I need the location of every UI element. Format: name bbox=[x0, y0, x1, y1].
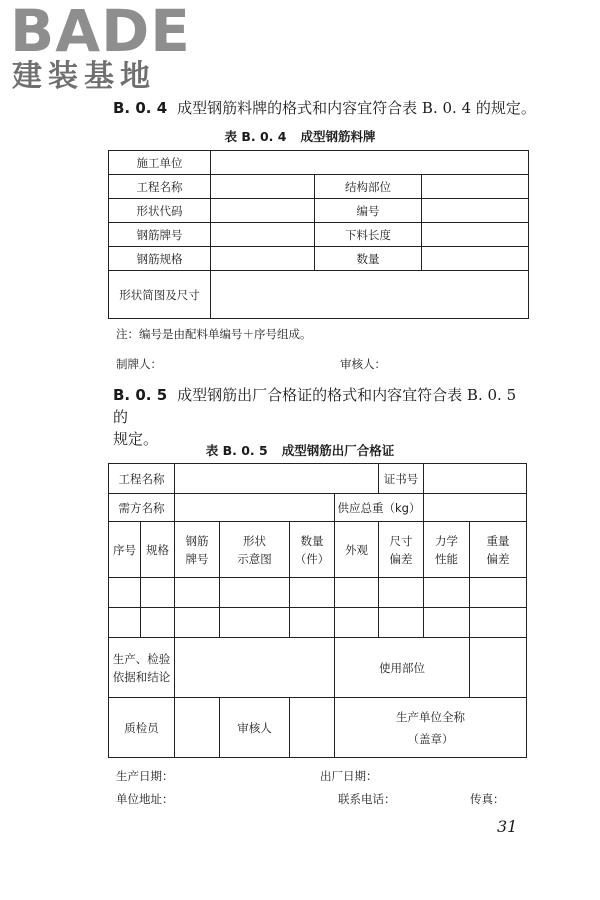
cell-blank bbox=[379, 608, 424, 638]
cell-blank bbox=[109, 578, 141, 608]
cell-structure-part: 结构部位 bbox=[315, 175, 422, 199]
table-b04-caption: 表 B. 0. 4 成型钢筋料牌 bbox=[224, 129, 376, 144]
fax-label: 传真： bbox=[470, 792, 505, 806]
cell-rebar-spec: 钢筋规格 bbox=[109, 247, 211, 271]
cell-blank bbox=[290, 578, 335, 608]
clause-b04 bbox=[113, 97, 536, 119]
header-qty: 数量 （件） bbox=[290, 522, 335, 578]
page-number: 31 bbox=[497, 817, 518, 836]
header-size-deviation: 尺寸 偏差 bbox=[379, 522, 424, 578]
reviewer-label: 审核人： bbox=[340, 357, 386, 371]
table-b05 bbox=[108, 463, 527, 758]
cell-blank bbox=[211, 199, 315, 223]
table-b05-caption: 表 B. 0. 5 成型钢筋出厂合格证 bbox=[205, 443, 395, 458]
table-b04 bbox=[108, 150, 529, 319]
cell-blank bbox=[141, 608, 175, 638]
cell-total-weight: 供应总重（kg） bbox=[335, 494, 424, 522]
cell-blank bbox=[211, 175, 315, 199]
cell-quantity: 数量 bbox=[315, 247, 422, 271]
cell-shape-code: 形状代码 bbox=[109, 199, 211, 223]
cell-blank bbox=[335, 578, 379, 608]
cell-blank bbox=[422, 199, 529, 223]
cell-blank bbox=[470, 608, 527, 638]
cell-blank bbox=[211, 151, 529, 175]
clause-text-line1: 成型钢筋出厂合格证的格式和内容宜符合表 B. 0. 5 的 bbox=[113, 386, 517, 426]
cell-rebar-grade: 钢筋牌号 bbox=[109, 223, 211, 247]
cell-construction-unit: 施工单位 bbox=[109, 151, 211, 175]
cell-blank bbox=[109, 608, 141, 638]
cell-blank bbox=[470, 638, 527, 698]
cell-blank bbox=[211, 271, 529, 319]
address-label: 单位地址： bbox=[116, 792, 174, 806]
bade-logo-chinese: 建装基地 bbox=[12, 59, 156, 94]
cell-blank bbox=[422, 175, 529, 199]
cell-reviewer: 审核人 bbox=[220, 698, 290, 758]
cell-blank bbox=[422, 247, 529, 271]
cell-blank bbox=[422, 223, 529, 247]
cell-blank bbox=[211, 223, 315, 247]
phone-label: 联系电话： bbox=[338, 792, 396, 806]
header-appearance: 外观 bbox=[335, 522, 379, 578]
cell-blank bbox=[141, 578, 175, 608]
clause-number: B. 0. 4 bbox=[113, 99, 168, 117]
cell-blank bbox=[175, 494, 335, 522]
cell-blank bbox=[175, 464, 379, 494]
header-mechanical: 力学 性能 bbox=[424, 522, 470, 578]
header-shape: 形状 示意图 bbox=[220, 522, 290, 578]
cell-blank bbox=[424, 494, 527, 522]
cell-certificate-no: 证书号 bbox=[379, 464, 424, 494]
cell-serial-no: 编号 bbox=[315, 199, 422, 223]
bade-logo: BADE bbox=[10, 0, 191, 65]
cell-blank bbox=[424, 608, 470, 638]
clause-text: 成型钢筋料牌的格式和内容宜符合表 B. 0. 4 的规定。 bbox=[177, 99, 536, 117]
cell-blank bbox=[290, 698, 335, 758]
cell-project-name: 工程名称 bbox=[109, 175, 211, 199]
cell-inspector: 质检员 bbox=[109, 698, 175, 758]
cell-producer: 生产单位全称 （盖章） bbox=[335, 698, 527, 758]
clause-number: B. 0. 5 bbox=[113, 386, 168, 404]
cell-shape-sketch: 形状简图及尺寸 bbox=[109, 271, 211, 319]
cell-blank bbox=[220, 608, 290, 638]
cell-blank bbox=[175, 698, 220, 758]
cell-blank bbox=[290, 608, 335, 638]
header-spec: 规格 bbox=[141, 522, 175, 578]
header-weight-deviation: 重量 偏差 bbox=[470, 522, 527, 578]
cell-use-location: 使用部位 bbox=[335, 638, 470, 698]
cell-cut-length: 下料长度 bbox=[315, 223, 422, 247]
cell-production-basis: 生产、检验 依据和结论 bbox=[109, 638, 175, 698]
cell-blank bbox=[175, 638, 335, 698]
clause-text-line2: 规定。 bbox=[113, 430, 159, 448]
maker-label: 制牌人： bbox=[116, 357, 162, 371]
cell-buyer-name: 需方名称 bbox=[109, 494, 175, 522]
cell-blank bbox=[379, 578, 424, 608]
delivery-date-label: 出厂日期： bbox=[320, 769, 378, 783]
cell-blank bbox=[335, 608, 379, 638]
cell-blank bbox=[424, 578, 470, 608]
cell-blank bbox=[211, 247, 315, 271]
table-b04-note: 注：编号是由配料单编号＋序号组成。 bbox=[116, 327, 312, 341]
cell-blank bbox=[424, 464, 527, 494]
production-date-label: 生产日期： bbox=[116, 769, 174, 783]
cell-blank bbox=[220, 578, 290, 608]
header-seq: 序号 bbox=[109, 522, 141, 578]
header-grade: 钢筋 牌号 bbox=[175, 522, 220, 578]
cell-blank bbox=[175, 578, 220, 608]
cell-blank bbox=[175, 608, 220, 638]
cell-blank bbox=[470, 578, 527, 608]
cell-project-name: 工程名称 bbox=[109, 464, 175, 494]
